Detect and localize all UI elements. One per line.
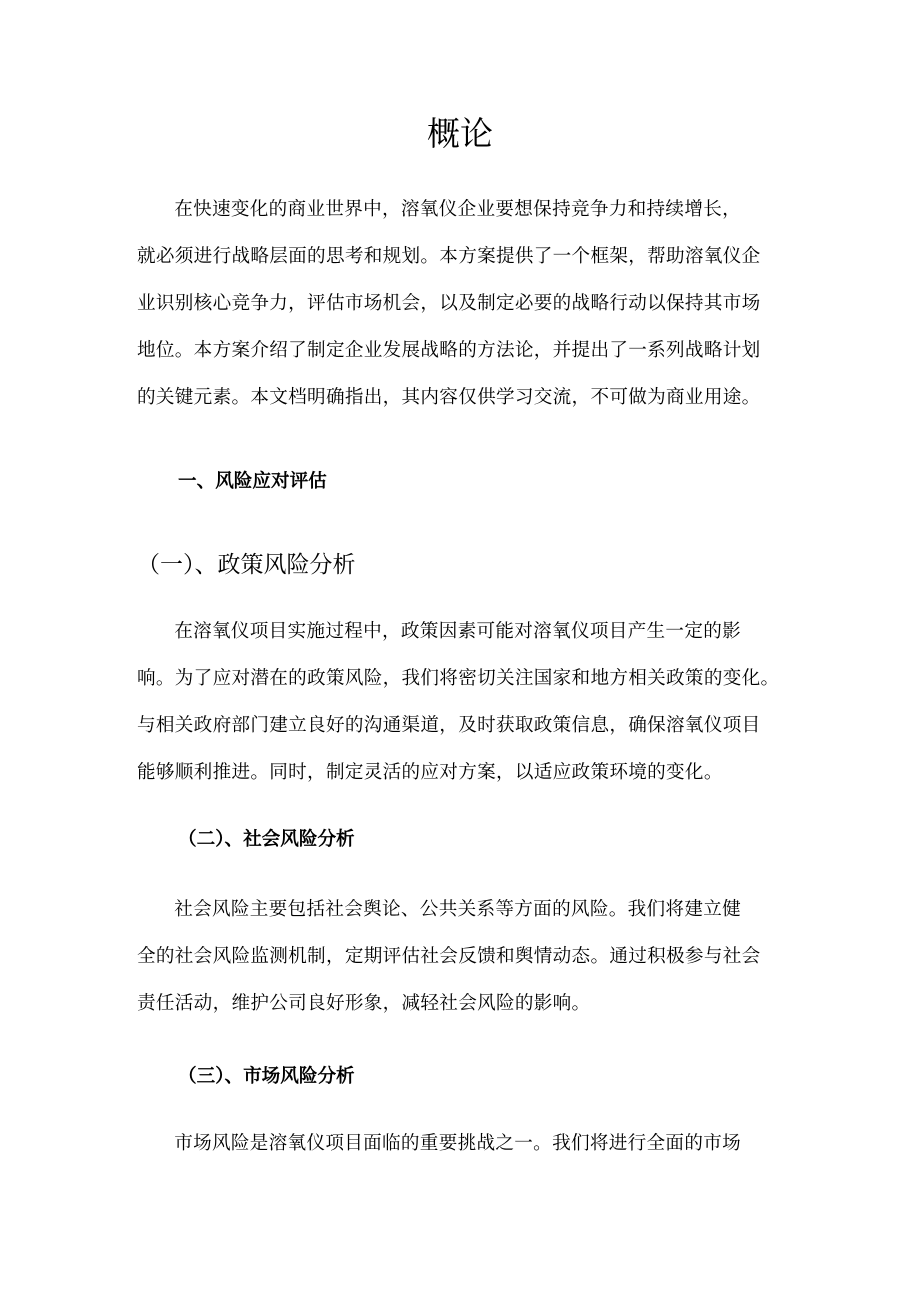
document-title: 概论 <box>427 114 493 153</box>
market-risk-paragraph <box>137 1120 787 1167</box>
section-heading-risk-response: 一、风险应对评估 <box>178 471 327 492</box>
social-risk-line: 责任活动，维护公司良好形象，减轻社会风险的影响。 <box>137 993 591 1014</box>
policy-risk-line: 响。为了应对潜在的政策风险，我们将密切关注国家和地方相关政策的变化。 <box>137 668 780 689</box>
policy-risk-line: 在溶氧仪项目实施过程中，政策因素可能对溶氧仪项目产生一定的影 <box>174 621 742 642</box>
intro-line: 在快速变化的商业世界中，溶氧仪企业要想保持竞争力和持续增长， <box>174 199 742 220</box>
subsection-heading-market-risk: （三）、市场风险分析 <box>178 1066 355 1087</box>
social-risk-line: 社会风险主要包括社会舆论、公共关系等方面的风险。我们将建立健 <box>174 899 742 920</box>
intro-paragraph <box>137 186 787 421</box>
intro-line: 业识别核心竞争力，评估市场机会，以及制定必要的战略行动以保持其市场 <box>137 293 761 314</box>
social-risk-paragraph <box>137 886 787 1027</box>
policy-risk-line: 与相关政府部门建立良好的沟通渠道，及时获取政策信息，确保溶氧仪项目 <box>137 715 761 736</box>
social-risk-line: 全的社会风险监测机制，定期评估社会反馈和舆情动态。通过积极参与社会 <box>137 946 761 967</box>
policy-risk-paragraph <box>137 608 787 796</box>
market-risk-line: 市场风险是溶氧仪项目面临的重要挑战之一。我们将进行全面的市场 <box>174 1133 742 1154</box>
intro-line: 的关键元素。本文档明确指出，其内容仅供学习交流，不可做为商业用途。 <box>137 387 761 408</box>
intro-line: 就必须进行战略层面的思考和规划。本方案提供了一个框架，帮助溶氧仪企 <box>137 246 761 267</box>
intro-line: 地位。本方案介绍了制定企业发展战略的方法论，并提出了一系列战略计划 <box>137 340 761 361</box>
policy-risk-line: 能够顺利推进。同时，制定灵活的应对方案，以适应政策环境的变化。 <box>137 762 723 783</box>
subsection-heading-policy-risk: （一）、政策风险分析 <box>137 552 356 578</box>
subsection-heading-social-risk: （二）、社会风险分析 <box>178 829 355 850</box>
